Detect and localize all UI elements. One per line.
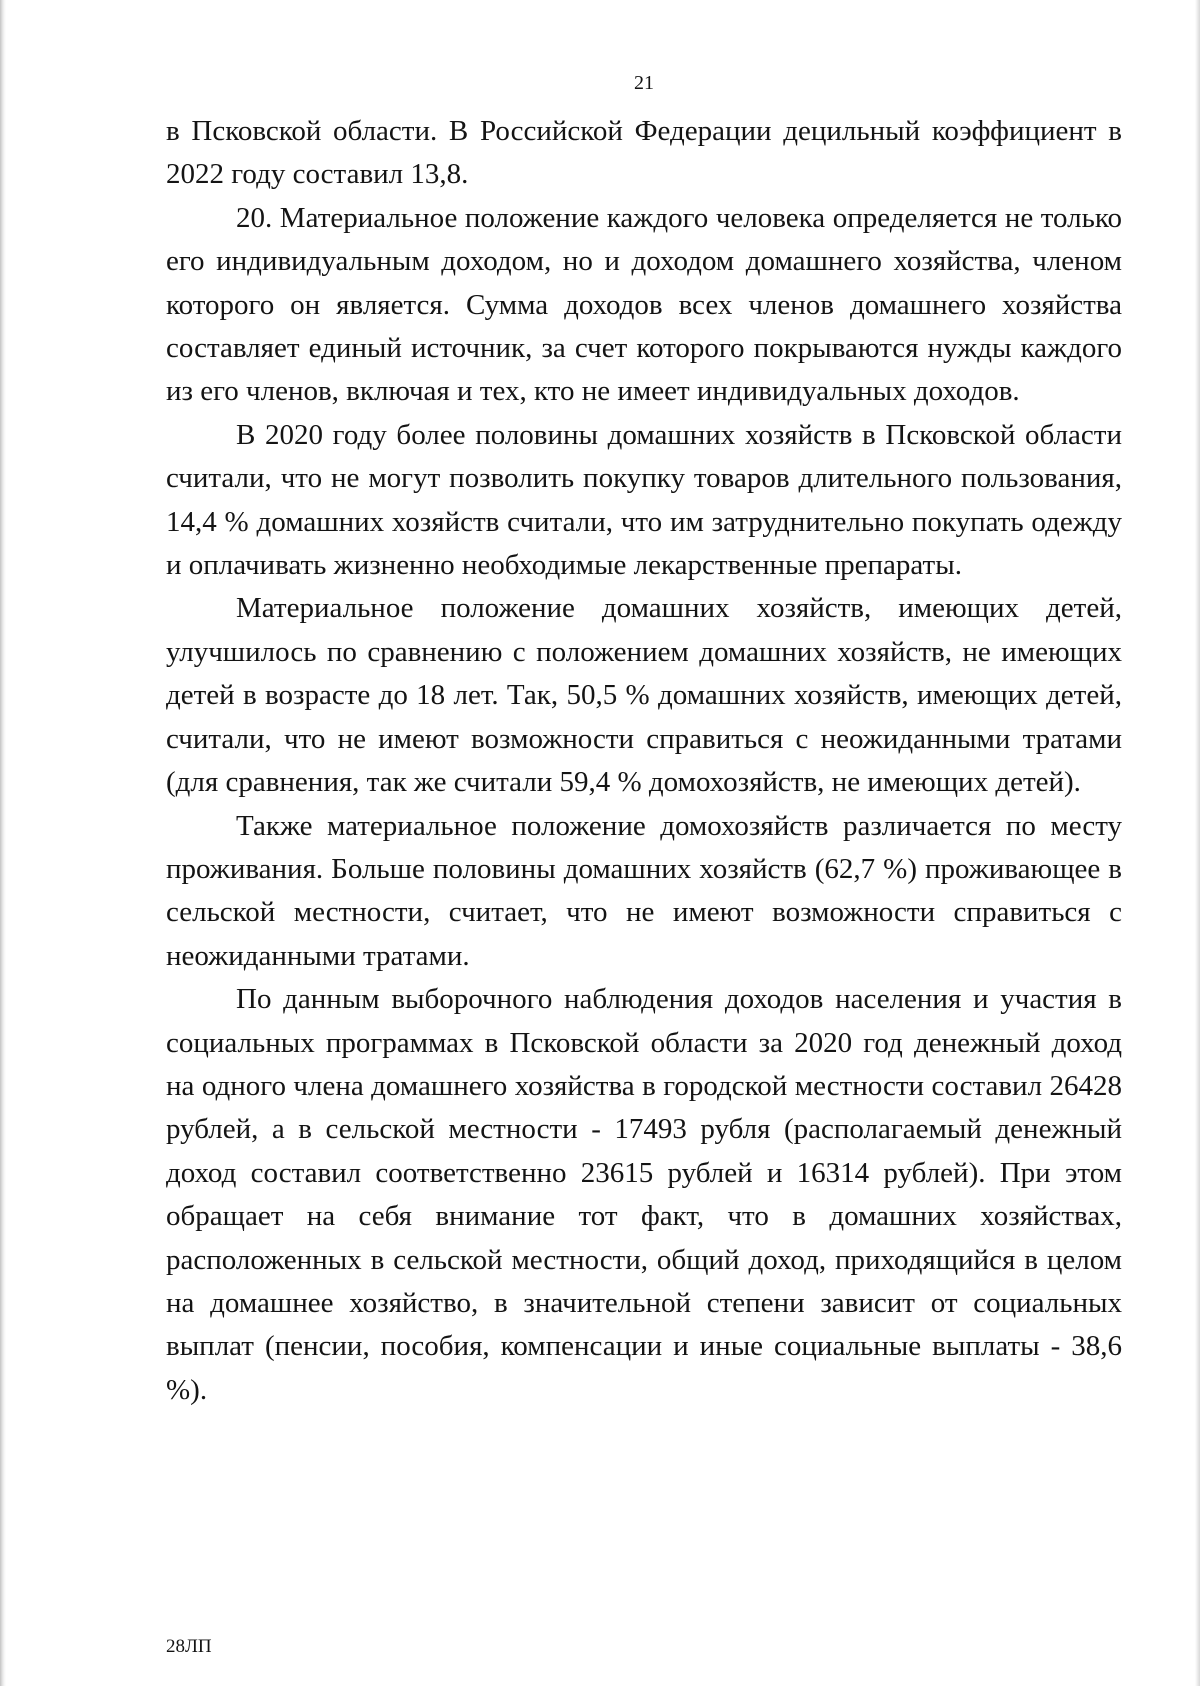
body-text	[166, 110, 1122, 1412]
scan-edge-left	[0, 0, 6, 1686]
page-number: 21	[634, 72, 654, 94]
paragraph-households-with-children: Материальное положение домашних хозяйств, имеющих детей, улучшилось по сравнению с положением домашних хозяйств, не имеющих детей в возрасте до 18 лет. Так, 50,5 % домашних хозяйств, имеющих детей, считали, что не имеют возможности справиться с неожиданными тратами (для сравнения, так же считали 59,4 % домохозяйств, не имеющих детей).	[166, 592, 1122, 799]
paragraph-income-survey: По данным выборочного наблюдения доходов населения и участия в социальных программах в Псковской области за 2020 год денежный доход на одного члена домашнего хозяйства в городской местности составил 26428 рублей, а в сельской местности - 17493 рубля (располагаемый денежный доход составил соответственно 23615 рублей и 16314 рублей). При этом обращает на себя внимание тот факт, что в домашних хозяйствах, расположенных в сельской местности, общий доход, приходящийся в целом на домашнее хозяйство, в значительной степени зависит от социальных выплат (пенсии, пособия, компенсации и иные социальные выплаты - 38,6 %).	[166, 983, 1122, 1406]
footer-document-code: 28ЛП	[166, 1636, 212, 1657]
paragraph-durable-goods: В 2020 году более половины домашних хозяйств в Псковской области считали, что не могут позволить покупку товаров длительного пользования, 14,4 % домашних хозяйств считали, что им затруднительно покупать одежду и оплачивать жизненно необходимые лекарственные препараты.	[166, 418, 1122, 582]
paragraph-continuation: в Псковской области. В Российской Федерации децильный коэффициент в 2022 году составил 13,8.	[166, 115, 1122, 191]
paragraph-20: 20. Материальное положение каждого человека определяется не только его индивидуальным доходом, но и доходом домашнего хозяйства, членом которого он является. Сумма доходов всех членов домашнего хозяйства составляет единый источник, за счет которого покрываются нужды каждого из его членов, включая и тех, кто не имеет индивидуальных доходов.	[166, 201, 1122, 408]
paragraph-place-of-residence: Также материальное положение домохозяйств различается по месту проживания. Больше половины домашних хозяйств (62,7 %) проживающее в сельской местности, считает, что не имеют возможности справиться с неожиданными тратами.	[166, 809, 1122, 972]
scan-edge-right	[1195, 0, 1200, 1686]
